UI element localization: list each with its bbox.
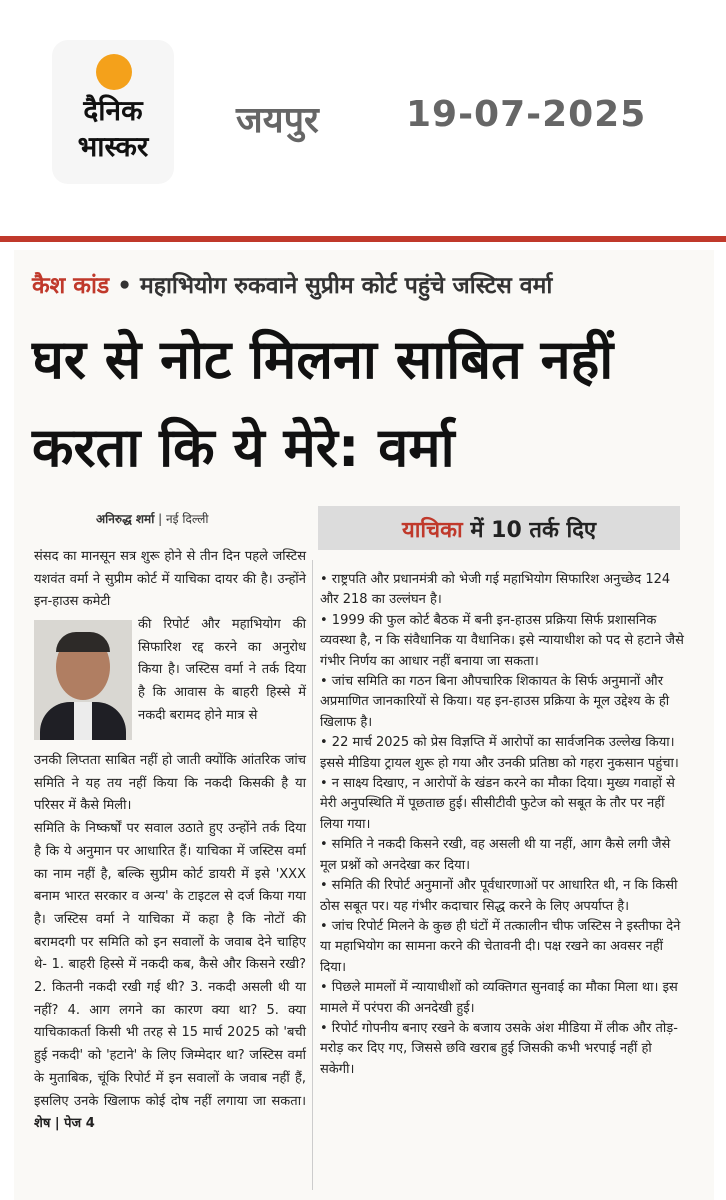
arguments-list — [320, 570, 684, 1080]
byline-author: अनिरुद्ध शर्मा — [96, 512, 155, 526]
argument-point: • 1999 की फुल कोर्ट बैठक में बनी इन-हाउस प्रक्रिया सिर्फ प्रशासनिक व्यवस्था है, न कि संवैधानिक या वैधानिक। इसे न्यायाधीश को पद से हटाने जैसे गंभीर निर्णय का आधार नहीं बनाया जा सकता। — [320, 612, 684, 669]
logo-text-line1: दैनिक — [83, 94, 143, 127]
newspaper-logo — [52, 40, 174, 184]
byline-location: | नई दिल्ली — [158, 512, 209, 526]
left-para-4-text: समिति के निष्कर्षों पर सवाल उठाते हुए उन्होंने तर्क दिया है कि ये अनुमान पर आधारित हैं। याचिका में जस्टिस वर्मा का नाम नहीं है, बल्कि सुप्रीम कोर्ट डायरी में इसे 'XXX बनाम भारत सरकार व अन्य' के टाइटल से दर्ज किया गया है। जस्टिस वर्मा ने याचिका में कहा है कि नोटों की बरामदगी पर समिति को इन सवालों के जवाब देने चाहिए थे- 1. बाहरी हिस्से में नकदी कब, कैसे और किसने रखी? 2. कितनी नकदी रखी गई थी? 3. नकदी असली थी या नहीं? 4. आग लगने का कारण क्या था? 5. क्या याचिकाकर्ता किसी भी तरह से 15 मार्च 2025 को 'बची हुई नकदी' को 'हटाने' के लिए जिम्मेदार था? जस्टिस वर्मा के मुताबिक, चूंकि रिपोर्ट में इन सवालों के जवाब नहीं हैं, इसलिए उनके खिलाफ कोई दोष नहीं लगाया जा सकता। — [34, 821, 306, 1109]
photo-hair — [56, 632, 110, 652]
edition-city: जयपुर — [236, 100, 319, 141]
box-title-red: याचिका — [401, 518, 463, 543]
headline: घर से नोट मिलना साबित नहीं करता कि ये मेरे: वर्मा — [32, 328, 614, 479]
left-para-4 — [34, 818, 306, 1136]
continued-marker: शेष | पेज 4 — [34, 1116, 95, 1132]
photo-shirt — [74, 702, 92, 740]
kicker-topic: कैश कांड — [32, 273, 110, 299]
masthead-bar — [0, 0, 726, 232]
arguments-box-header — [318, 506, 680, 550]
argument-point: • समिति ने नकदी किसने रखी, वह असली थी या नहीं, आग कैसे लगी जैसे मूल प्रश्नों को अनदेखा कर दिया। — [320, 837, 671, 873]
byline — [96, 510, 209, 527]
left-column-lower — [34, 750, 306, 1136]
edition-date: 19-07-2025 — [406, 94, 647, 135]
argument-point: • समिति की रिपोर्ट अनुमानों और पूर्वधारणाओं पर आधारित थी, न कि किसी ठोस सबूत पर। यह गंभीर कदाचार सिद्ध करने के लिए अपर्याप्त है। — [320, 878, 678, 914]
argument-point: • पिछले मामलों में न्यायाधीशों को व्यक्तिगत सुनवाई का मौका मिला था। इस मामले में परंपरा की अनदेखी हुई। — [320, 980, 678, 1016]
argument-point: • जांच समिति का गठन बिना औपचारिक शिकायत के सिर्फ अनुमानों और अप्रमाणित जानकारियों से किया। यह इन-हाउस प्रक्रिया के मूल उद्देश्य के ही खिलाफ है। — [320, 674, 670, 730]
kicker — [32, 268, 552, 300]
left-para-2: की रिपोर्ट और महाभियोग की सिफारिश रद्द करने का अनुरोध किया है। जस्टिस वर्मा ने तर्क दिया है कि आवास के बाहरी हिस्से में नकदी बरामद होने मात्र से — [138, 617, 306, 723]
column-divider — [312, 560, 313, 1190]
argument-point: • 22 मार्च 2025 को प्रेस विज्ञप्ति में आरोपों का सार्वजनिक उल्लेख किया। इससे मीडिया ट्रायल शुरू हो गया और उनकी प्रतिष्ठा को गहरा नुकसान पहुंचा। — [320, 735, 679, 771]
box-title-dark: में 10 तर्क दिए — [462, 518, 597, 543]
left-para-1: संसद का मानसून सत्र शुरू होने से तीन दिन पहले जस्टिस यशवंत वर्मा ने सुप्रीम कोर्ट में याचिका दायर की है। उन्होंने इन-हाउस कमेटी — [34, 549, 306, 610]
argument-point: • रिपोर्ट गोपनीय बनाए रखने के बजाय उसके अंश मीडिया में लीक और तोड़-मरोड़ कर दिए गए, जिससे छवि खराब हुई जिसकी कभी भरपाई नहीं हो सकेगी। — [320, 1020, 678, 1077]
sun-icon — [96, 54, 132, 90]
arguments-box-title — [318, 514, 680, 544]
kicker-separator: • — [117, 273, 132, 299]
argument-point: • राष्ट्रपति और प्रधानमंत्री को भेजी गई महाभियोग सिफारिश अनुच्छेद 124 और 218 का उल्लंघन है। — [320, 572, 671, 608]
justice-photo — [34, 620, 132, 740]
argument-point: • न साक्ष्य दिखाए, न आरोपों के खंडन करने का मौका दिया। मुख्य गवाहों से मेरी अनुपस्थिति में पूछताछ हुई। सीसीटीवी फुटेज को सबूत के तौर पर नहीं लिया गया। — [320, 776, 675, 832]
kicker-subhead: महाभियोग रुकवाने सुप्रीम कोर्ट पहुंचे जस्टिस वर्मा — [139, 273, 553, 299]
masthead-divider — [0, 236, 726, 242]
logo-text-line2: भास्कर — [77, 130, 149, 163]
left-para-3: उनकी लिप्तता साबित नहीं हो जाती क्योंकि आंतरिक जांच समिति ने यह तय नहीं किया कि नकदी किसकी है या परिसर में कैसे मिली। — [34, 753, 306, 814]
argument-point: • जांच रिपोर्ट मिलने के कुछ ही घंटों में तत्कालीन चीफ जस्टिस ने इस्तीफा देने या महाभियोग का सामना करने की चेतावनी दी। पक्ष रखने का अवसर नहीं दिया। — [320, 918, 681, 975]
